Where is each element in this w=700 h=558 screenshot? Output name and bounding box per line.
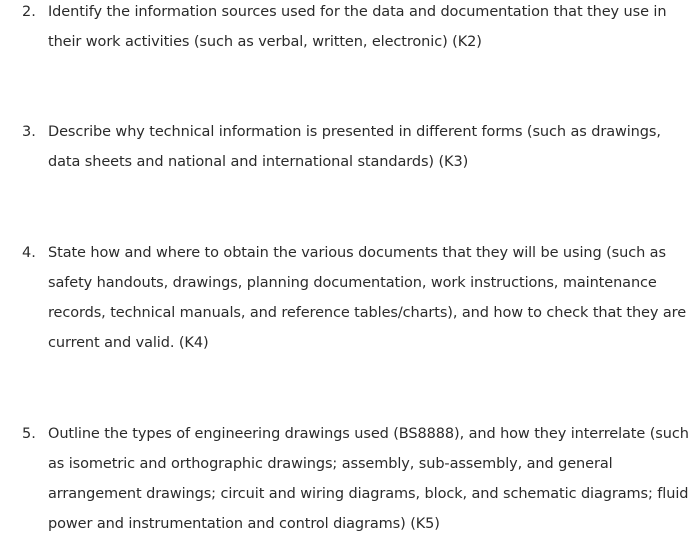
item-number: 3. (22, 124, 36, 140)
item-text-line: their work activities (such as verbal, written, electronic) (K2) (48, 34, 482, 50)
item-text (48, 0, 668, 57)
item-number: 4. (22, 245, 36, 261)
item-text (48, 238, 687, 358)
item-text-line: power and instrumentation and control diagrams) (K5) (48, 516, 440, 532)
item-text-line: State how and where to obtain the various documents that they will be using (such as (48, 245, 666, 261)
item-text (48, 419, 689, 539)
item-text-line: Identify the information sources used for the data and documentation that they use in (48, 4, 667, 20)
item-text-line: arrangement drawings; circuit and wiring diagrams, block, and schematic diagrams; fluid (48, 486, 689, 502)
item-number: 5. (22, 426, 36, 442)
item-text-line: current and valid. (K4) (48, 335, 209, 351)
item-text-line: records, technical manuals, and reference tables/charts), and how to check that they are (48, 305, 687, 321)
item-text-line: Describe why technical information is presented in different forms (such as drawings, (48, 124, 661, 140)
item-text-line: Outline the types of engineering drawings used (BS8888), and how they interrelate (such (48, 426, 689, 442)
item-text-line: data sheets and national and international standards) (K3) (48, 154, 469, 170)
item-text-line: as isometric and orthographic drawings; assembly, sub-assembly, and general (48, 456, 613, 472)
item-text-line: safety handouts, drawings, planning documentation, work instructions, maintenance (48, 275, 657, 291)
item-number: 2. (22, 4, 36, 20)
item-text (48, 117, 668, 177)
